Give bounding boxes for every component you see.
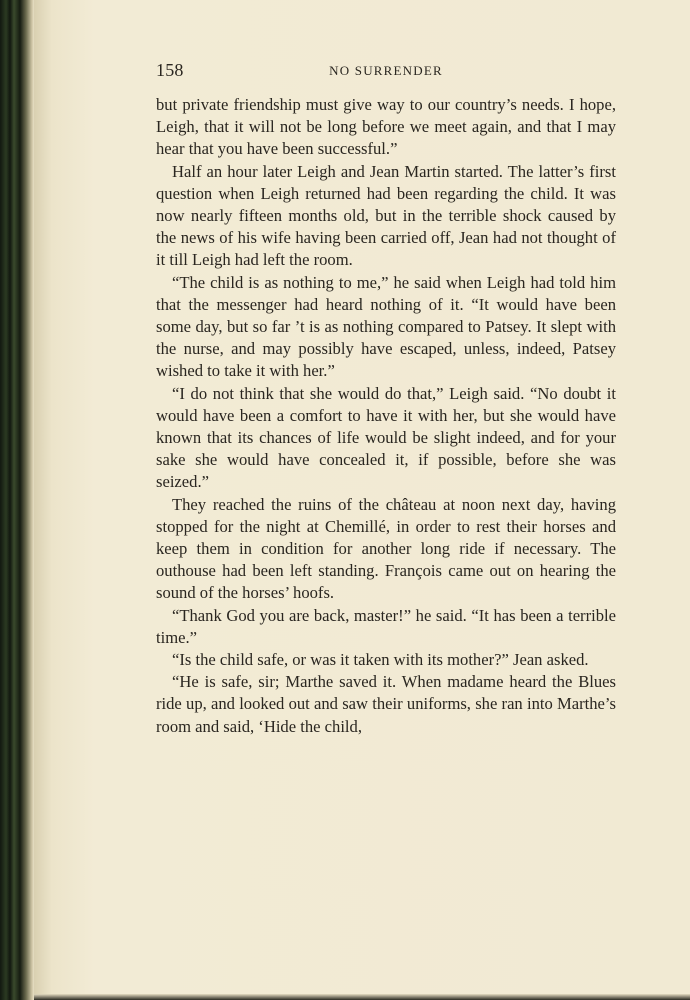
paragraph: They reached the ruins of the château at noon next day, having stopped for the night at Chemillé, in order to rest their horses and keep them in condition for another long ride if necessary. The outhouse had been left standing. François came out on hearing the sound of the horses’ hoofs. [156,494,616,603]
body-text [156,94,616,738]
book-spine-gutter [0,0,34,1000]
paragraph: “He is safe, sir; Marthe saved it. When madame heard the Blues ride up, and looked out and saw their uniforms, she ran into Marthe’s room and said, ‘Hide the child, [156,672,616,736]
page-number: 158 [156,60,184,80]
paragraph: “I do not think that she would do that,” Leigh said. “No doubt it would have been a comfort to have it with her, but she would have known that its chances of life would be slight indeed, and for your sake she would have concealed it, if possible, before she was seized.” [156,383,616,492]
paragraph: “Is the child safe, or was it taken with its mother?” Jean asked. [172,650,589,670]
page-bottom-edge [34,994,690,1000]
paragraph: “Thank God you are back, master!” he said. “It has been a terrible time.” [156,605,616,647]
paragraph: “The child is as nothing to me,” he said when Leigh had told him that the messenger had heard nothing of it. “It would have been some day, but so far ’t is as nothing compared to Patsey. It slept with the nurse, and may possibly have escaped, unless, indeed, Patsey wished to take it with her.” [156,272,616,381]
running-head: NO SURRENDER [329,63,443,78]
page-header [156,60,616,82]
paragraph: but private friendship must give way to our country’s needs. I hope, Leigh, that it will not be long before we meet again, and that I may hear that you have been successful.” [156,95,616,159]
paragraph: Half an hour later Leigh and Jean Martin started. The latter’s first question when Leigh returned had been regarding the child. It was now nearly fifteen months old, but in the terrible shock caused by the news of his wife having been carried off, Jean had not thought of it till Leigh had left the room. [156,161,616,270]
